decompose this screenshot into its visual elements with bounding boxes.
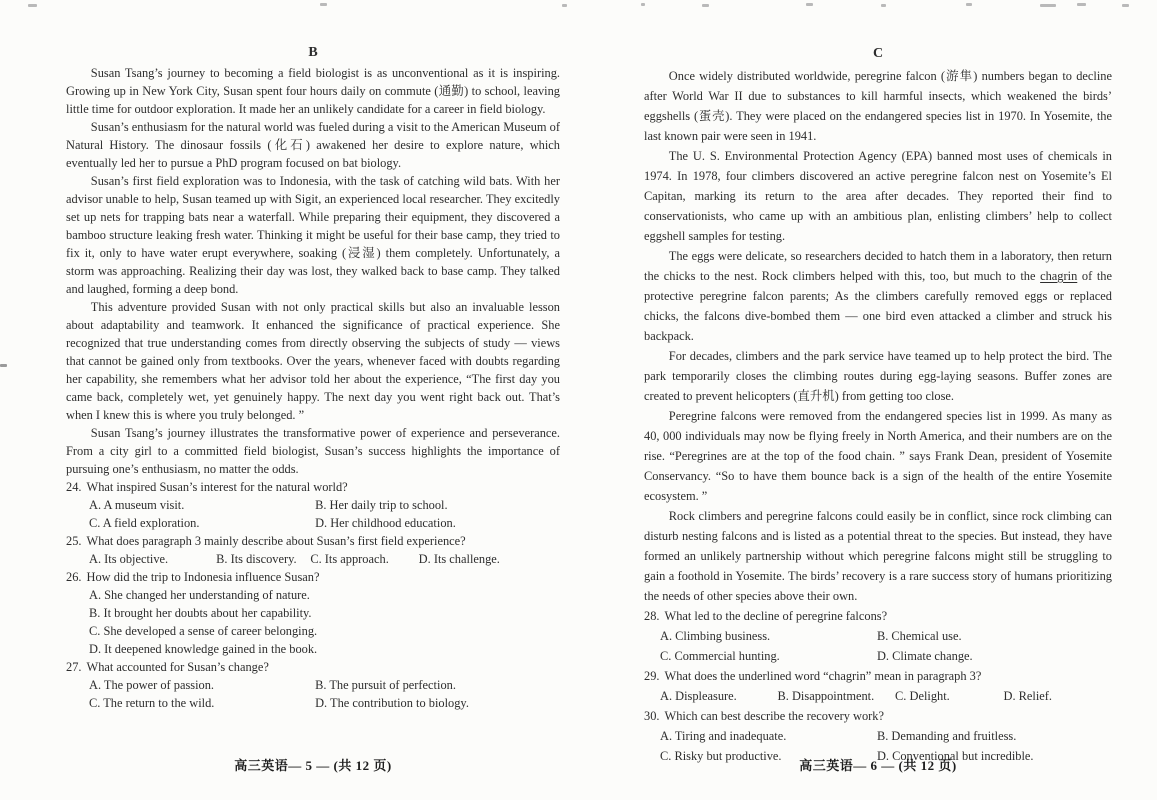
question-30-stem — [644, 706, 1112, 726]
passage-c-paragraph-4: For decades, climbers and the park service have teamed up to help protect the bird. The park temporarily closes the climbing routes during egg-laying seasons. Buffer zones are created to prevent helicopters (直升机) from getting too close. — [644, 349, 1112, 403]
question-25-option-c: C. Its approach. — [310, 552, 389, 566]
scan-artifact — [966, 3, 972, 6]
question-25 — [66, 532, 560, 568]
question-24-number: 24. — [66, 480, 82, 494]
question-28-option-b: B. Chemical use. — [876, 629, 962, 643]
question-28-text: What led to the decline of peregrine falcons? — [664, 609, 888, 623]
question-27-stem — [66, 658, 560, 676]
question-27-option-a: A. The power of passion. — [89, 678, 215, 692]
section-b-heading: B — [308, 45, 318, 60]
page-footer-right: 高三英语— 6 — (共 12 页) — [799, 758, 957, 773]
paragraph-3-segment: of the protective peregrine falcon parents; As the climbers carefully removed eggs or replaced chicks, the falcons dive-bombed them — one bird even attacked a climber and struck his backpack. — [644, 269, 1112, 343]
question-29-options — [644, 686, 1112, 706]
question-26-number: 26. — [66, 570, 82, 584]
question-24-options — [66, 496, 560, 532]
passage-b-paragraph-4: This adventure provided Susan with not only practical skills but also an invaluable lesson about adaptability and teamwork. It enhanced the significance of practical experience. She recognized that true understanding comes from directly observing the subjects of study — views that cannot be gained only from textbooks. Over the years, whenever faced with doubts regarding her capability, she remembers what her advisor told her about the experience, “The first day you came back, completely wet, yet genuinely happy. The next day you went right back out. That’s when I knew this is where you truly belonged. ” — [66, 300, 560, 422]
passage-b-paragraph-2: Susan’s enthusiasm for the natural world was fueled during a visit to the American Museum of Natural History. The dinosaur fossils (化石) awakened her desire to explore nature, which eventually led her to pursue a PhD program focused on bat biology. — [66, 120, 560, 170]
passage-b-paragraph-1: Susan Tsang’s journey to becoming a field biologist is as unconventional as it is inspiring. Growing up in New York City, Susan spent four hours daily on commute (通勤) to school, leaving little time for outdoor exploration. It made her an unlikely candidate for a career in field biology. — [66, 66, 560, 116]
question-28 — [644, 606, 1112, 666]
question-24-option-b: B. Her daily trip to school. — [315, 498, 448, 512]
question-27-options — [66, 676, 560, 712]
question-30-number: 30. — [644, 709, 660, 723]
passage-c-paragraph-2: The U. S. Environmental Protection Agency (EPA) banned most uses of chemicals in 1974. In 1978, four climbers discovered an active peregrine falcon nest on Yosemite’s El Capitan, marking its return to the area after decades. They reported their find to conservationists, who came up with an ambitious plan, enlisting climbers’ help to collect eggshell samples for testing. — [644, 149, 1112, 243]
scan-artifact — [28, 4, 37, 7]
question-26-text: How did the trip to Indonesia influence Susan? — [86, 570, 320, 584]
question-25-stem — [66, 532, 560, 550]
scan-artifact — [881, 4, 886, 7]
question-27 — [66, 658, 560, 712]
question-28-option-c: C. Commercial hunting. — [660, 649, 780, 663]
question-25-number: 25. — [66, 534, 82, 548]
scan-artifact — [1040, 4, 1056, 7]
question-26-option-a: A. She changed her understanding of nature. — [89, 588, 310, 602]
passage-c-paragraph-1: Once widely distributed worldwide, peregrine falcon (游隼) numbers began to decline after World War II due to substances to kill harmful insects, which weakened the birds’ eggshells (蛋壳). They were placed on the endangered species list in 1970. In Yosemite, the last known pair were seen in 1941. — [644, 69, 1112, 143]
question-25-option-a: A. Its objective. — [89, 552, 169, 566]
underlined-word-chagrin: chagrin — [1040, 269, 1078, 283]
question-29-option-c: C. Delight. — [895, 689, 950, 703]
scan-artifact — [320, 3, 327, 6]
question-25-options — [66, 550, 560, 568]
passage-c-paragraph-3 — [644, 246, 1112, 346]
question-24-option-a: A. A museum visit. — [89, 498, 185, 512]
scan-artifact — [0, 364, 7, 367]
question-24-text: What inspired Susan’s interest for the natural world? — [86, 480, 348, 494]
question-27-option-c: C. The return to the wild. — [89, 696, 215, 710]
question-27-option-b: B. The pursuit of perfection. — [315, 678, 456, 692]
question-30-text: Which can best describe the recovery work? — [664, 709, 884, 723]
question-29-stem — [644, 666, 1112, 686]
question-25-text: What does paragraph 3 mainly describe about Susan’s first field experience? — [86, 534, 466, 548]
question-28-option-d: D. Climate change. — [876, 649, 973, 663]
passage-b-paragraph-5: Susan Tsang’s journey illustrates the transformative power of experience and perseverance. From a city girl to a committed field biologist, Susan’s success highlights the importance of pursuing one’s enthusiasm, no matter the odds. — [66, 426, 560, 476]
question-25-option-b: B. Its discovery. — [216, 552, 297, 566]
question-24-stem — [66, 478, 560, 496]
question-26-option-d: D. It deepened knowledge gained in the book. — [89, 642, 318, 656]
passage-b-column — [66, 44, 560, 766]
passage-c-paragraph-5: Peregrine falcons were removed from the endangered species list in 1999. As many as 40, 000 individuals may now be flying freely in North America, and their numbers are on the rise. “Peregrines are at the top of the food chain. ” says Frank Dean, president of Yosemite Conservancy. “So to have them bounce back is a sign of the health of the entire Yosemite ecosystem. ” — [644, 409, 1112, 503]
question-25-option-d: D. Its challenge. — [418, 552, 500, 566]
scan-artifact — [702, 4, 709, 7]
scan-artifact — [1122, 4, 1129, 7]
paragraph-3-segment: The eggs were delicate, so researchers decided to hatch them in a laboratory, then return the chicks to the nest. Rock climbers helped with this, too, but much to the — [644, 249, 1112, 283]
question-26-option-c: C. She developed a sense of career belonging. — [89, 624, 318, 638]
question-26-stem — [66, 568, 560, 586]
question-24-option-c: C. A field exploration. — [89, 516, 200, 530]
scan-artifact — [1077, 3, 1086, 6]
passage-c-paragraph-6: Rock climbers and peregrine falcons could easily be in conflict, since rock climbing can disturb nesting falcons and is listed as a potential threat to the species. But instead, they have formed an unlikely partnership without which peregrine falcons might still be struggling to gain a foothold in Yosemite. The birds’ recovery is a rare success story of humans prioritizing the needs of other species above their own. — [644, 509, 1112, 603]
question-27-text: What accounted for Susan’s change? — [86, 660, 269, 674]
page-footer-left: 高三英语— 5 — (共 12 页) — [234, 758, 392, 773]
question-28-options — [644, 626, 1112, 666]
question-27-number: 27. — [66, 660, 82, 674]
scan-artifact — [806, 3, 813, 6]
question-29-option-a: A. Displeasure. — [660, 689, 737, 703]
passage-c-column — [644, 44, 1112, 766]
scan-artifact — [562, 4, 567, 7]
question-30-option-d: D. Conventional but incredible. — [876, 749, 1034, 763]
question-30-option-b: B. Demanding and fruitless. — [876, 729, 1017, 743]
passage-b-paragraph-3: Susan’s first field exploration was to Indonesia, with the task of catching wild bats. With her advisor unable to help, Susan teamed up with Sigit, an experienced local researcher. They excitedly set up nets for trapping bats near a waterfall. While preparing their equipment, they discovered a bamboo structure leaking fresh water. Thinking it might be useful for their base camp, they tried to fix it, only to have water erupt everywhere, soaking (浸湿) them completely. Unfortunately, a storm was approaching. Realizing their day was lost, they walked back to base camp. They talked and laughed, forming a deep bond. — [66, 174, 560, 296]
question-24-option-d: D. Her childhood education. — [315, 516, 456, 530]
section-c-heading: C — [872, 46, 884, 61]
scan-artifact — [641, 3, 645, 6]
question-28-number: 28. — [644, 609, 660, 623]
question-29-text: What does the underlined word “chagrin” mean in paragraph 3? — [664, 669, 982, 683]
question-27-option-d: D. The contribution to biology. — [315, 696, 469, 710]
question-30-option-c: C. Risky but productive. — [660, 749, 782, 763]
question-26-option-b: B. It brought her doubts about her capability. — [89, 606, 312, 620]
question-29-option-d: D. Relief. — [1003, 689, 1053, 703]
question-28-stem — [644, 606, 1112, 626]
question-28-option-a: A. Climbing business. — [660, 629, 771, 643]
question-24 — [66, 478, 560, 532]
question-30-option-a: A. Tiring and inadequate. — [660, 729, 787, 743]
question-26 — [66, 568, 560, 658]
question-29 — [644, 666, 1112, 706]
question-29-number: 29. — [644, 669, 660, 683]
question-26-options — [66, 586, 560, 658]
question-29-option-b: B. Disappointment. — [777, 689, 875, 703]
